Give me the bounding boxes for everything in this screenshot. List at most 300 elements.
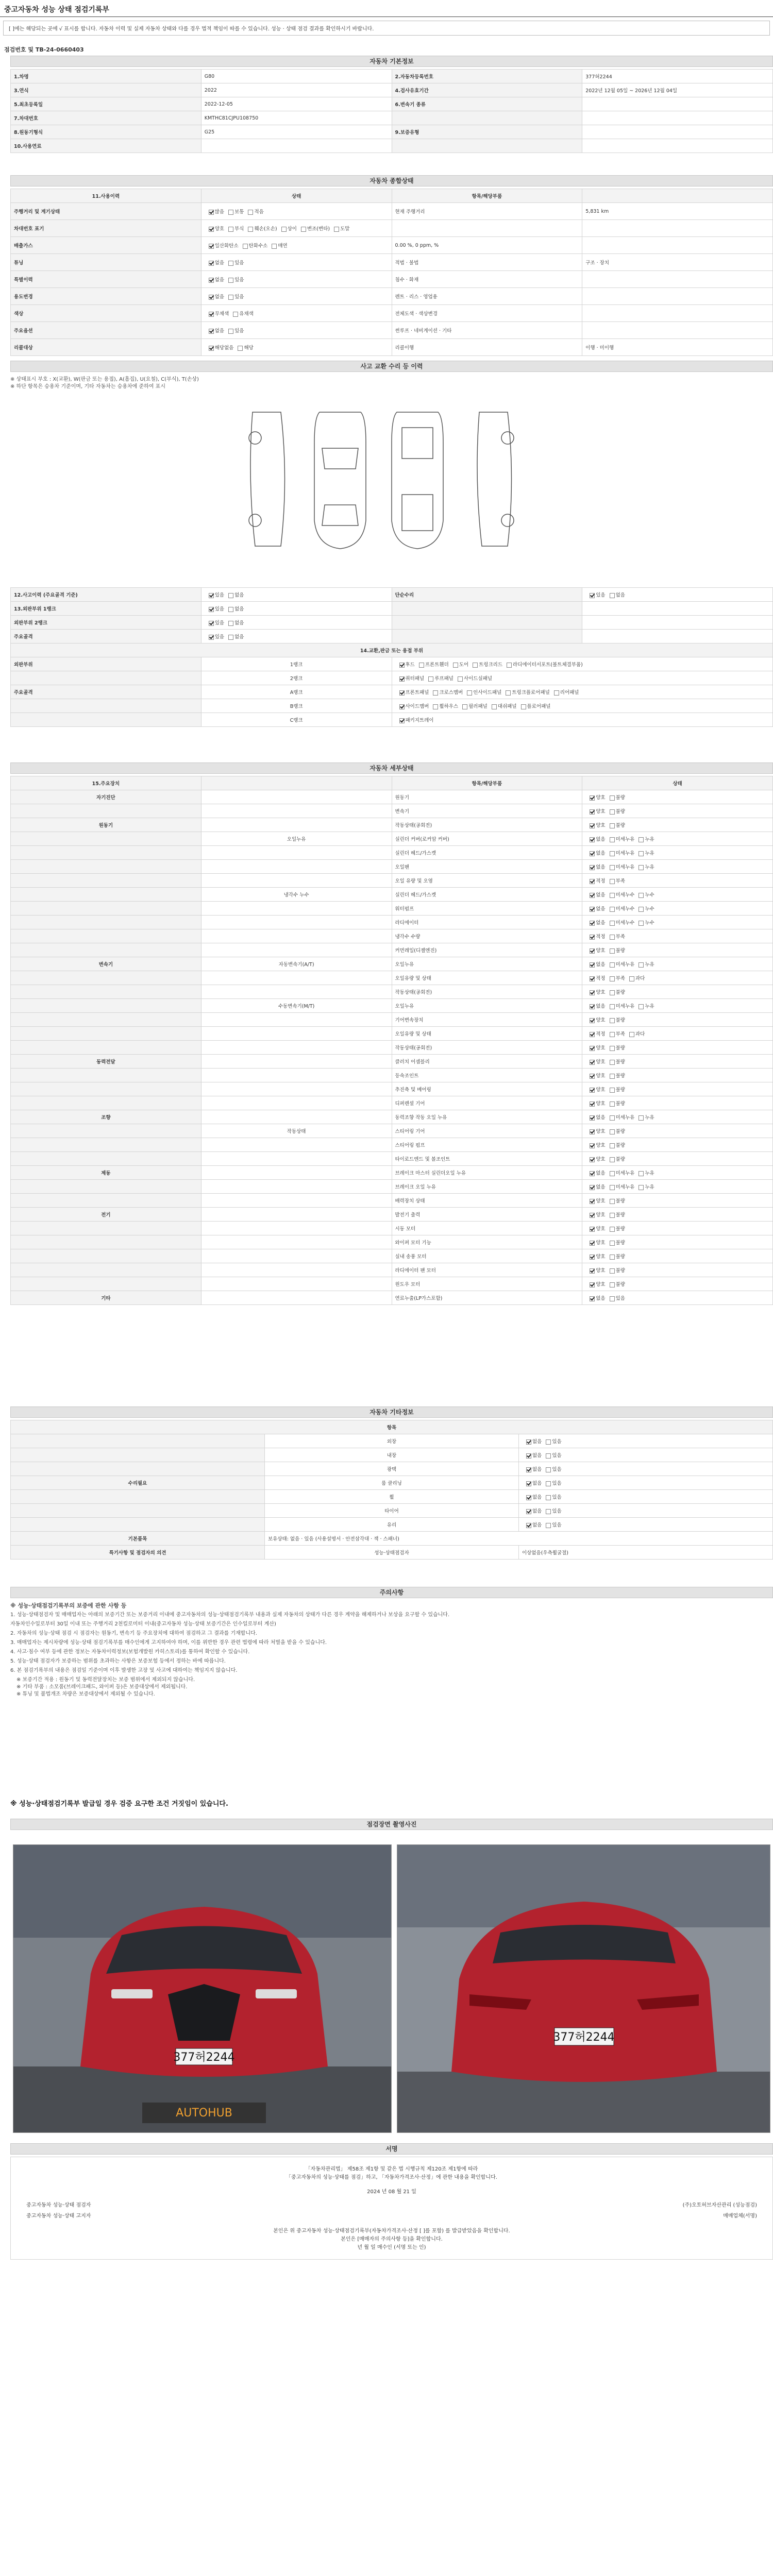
checkbox[interactable] xyxy=(209,295,214,300)
checkbox-label: 불량 xyxy=(615,1087,625,1093)
detail-part: 변속기 xyxy=(392,804,582,818)
overall-state xyxy=(201,288,392,305)
checkbox[interactable] xyxy=(610,962,615,968)
checkbox[interactable] xyxy=(590,1282,595,1287)
checkbox-label: 있음 xyxy=(552,1467,562,1472)
checkbox[interactable] xyxy=(610,593,615,598)
detail-state xyxy=(582,1277,773,1291)
checkbox[interactable] xyxy=(610,1046,615,1051)
checkbox[interactable] xyxy=(453,663,458,668)
checkbox-label: 패키지트레이 xyxy=(405,718,434,723)
checkbox[interactable] xyxy=(610,935,615,940)
checkbox[interactable] xyxy=(428,676,433,682)
other-group xyxy=(11,1448,265,1462)
detail-subgroup xyxy=(201,1166,392,1180)
detail-part: 오일누유 xyxy=(392,957,582,971)
detail-group xyxy=(11,832,201,846)
checkbox[interactable] xyxy=(590,809,595,815)
detail-group: 조향 xyxy=(11,1110,201,1124)
checkbox-label: 없음 xyxy=(596,851,606,856)
overall-row xyxy=(11,305,773,322)
sign-line-1: 「자동차관리법」 제58조 제1항 및 같은 법 시행규칙 제120조 제1항에 따라 xyxy=(305,2166,478,2172)
checkbox[interactable] xyxy=(590,1241,595,1246)
checkbox[interactable] xyxy=(610,1282,615,1287)
overall-state xyxy=(201,203,392,220)
checkbox[interactable] xyxy=(526,1481,531,1486)
checkbox[interactable] xyxy=(590,1268,595,1274)
checkbox[interactable] xyxy=(590,879,595,884)
checkbox[interactable] xyxy=(590,976,595,981)
checkbox[interactable] xyxy=(399,718,405,723)
checkbox[interactable] xyxy=(590,1004,595,1009)
checkbox[interactable] xyxy=(209,261,214,266)
checkbox-label: 양호 xyxy=(596,1101,606,1107)
checkbox[interactable] xyxy=(209,278,214,283)
checkbox[interactable] xyxy=(209,210,214,215)
checkbox[interactable] xyxy=(590,1088,595,1093)
checkbox[interactable] xyxy=(546,1467,551,1472)
checkbox[interactable] xyxy=(610,1032,615,1037)
detail-row xyxy=(11,804,773,818)
checkbox[interactable] xyxy=(590,1060,595,1065)
checkbox[interactable] xyxy=(590,823,595,828)
detail-part: 브레이크 오일 누유 xyxy=(392,1180,582,1194)
checkbox[interactable] xyxy=(248,210,253,215)
basic-value-2: 377허2244 xyxy=(582,70,773,83)
checkbox[interactable] xyxy=(610,1074,615,1079)
detail-group xyxy=(11,1096,201,1110)
checkbox[interactable] xyxy=(433,704,438,709)
checkbox[interactable] xyxy=(399,690,405,696)
checkbox[interactable] xyxy=(590,935,595,940)
checkbox[interactable] xyxy=(272,244,277,249)
detail-state xyxy=(582,1235,773,1249)
checkbox[interactable] xyxy=(554,690,559,696)
detail-state xyxy=(582,1194,773,1208)
checkbox-label: 없음 xyxy=(596,865,606,870)
detail-state xyxy=(582,1208,773,1222)
checkbox[interactable] xyxy=(590,1032,595,1037)
rank-row xyxy=(11,657,773,671)
detail-subgroup xyxy=(201,1263,392,1277)
checkbox[interactable] xyxy=(610,837,615,842)
detail-row xyxy=(11,957,773,971)
other-row xyxy=(11,1518,773,1532)
checkbox-label: 있음 xyxy=(214,606,225,612)
checkbox[interactable] xyxy=(526,1495,531,1500)
damage-state-2 xyxy=(582,602,773,616)
checkbox[interactable] xyxy=(228,210,233,215)
detail-row xyxy=(11,916,773,929)
checkbox-label: 누유 xyxy=(645,1171,654,1176)
caution-line: 2. 자동차의 성능·상태 점검 시 점검자는 원동기, 변속기 등 주요장치에 대하여 점검하고 그 결과를 기재합니다. xyxy=(10,1631,257,1636)
checkbox[interactable] xyxy=(610,1171,615,1176)
checkbox[interactable] xyxy=(610,948,615,954)
checkbox[interactable] xyxy=(526,1467,531,1472)
checkbox[interactable] xyxy=(228,261,233,266)
checkbox[interactable] xyxy=(610,879,615,884)
overall-state-table xyxy=(10,189,773,356)
checkbox[interactable] xyxy=(209,227,214,232)
checkbox-label: 적음 xyxy=(254,209,264,215)
checkbox[interactable] xyxy=(610,1227,615,1232)
checkbox[interactable] xyxy=(638,921,644,926)
checkbox[interactable] xyxy=(610,976,615,981)
checkbox[interactable] xyxy=(473,663,478,668)
checkbox[interactable] xyxy=(521,704,526,709)
checkbox[interactable] xyxy=(590,1018,595,1023)
checkbox[interactable] xyxy=(590,1185,595,1190)
rank-group xyxy=(11,671,201,685)
checkbox[interactable] xyxy=(610,809,615,815)
damage-state-2 xyxy=(582,630,773,643)
checkbox[interactable] xyxy=(228,329,233,334)
checkbox[interactable] xyxy=(629,1032,634,1037)
checkbox[interactable] xyxy=(610,907,615,912)
checkbox[interactable] xyxy=(233,312,238,317)
checkbox[interactable] xyxy=(638,1004,644,1009)
checkbox[interactable] xyxy=(590,1143,595,1148)
checkbox[interactable] xyxy=(638,1171,644,1176)
detail-row xyxy=(11,1027,773,1041)
checkbox[interactable] xyxy=(610,1129,615,1134)
checkbox[interactable] xyxy=(610,921,615,926)
detail-state xyxy=(582,818,773,832)
checkbox-label: 도어 xyxy=(459,662,469,668)
checkbox[interactable] xyxy=(506,690,511,696)
rear-plate-text: 377허2244 xyxy=(553,2031,615,2044)
checkbox[interactable] xyxy=(507,663,512,668)
checkbox[interactable] xyxy=(419,663,424,668)
checkbox[interactable] xyxy=(590,1074,595,1079)
detail-group xyxy=(11,1069,201,1082)
basic-label-2: 2.자동차등록번호 xyxy=(392,70,582,83)
checkbox[interactable] xyxy=(610,795,615,801)
checkbox[interactable] xyxy=(629,976,634,981)
checkbox[interactable] xyxy=(248,227,253,232)
checkbox[interactable] xyxy=(610,1157,615,1162)
rank-group xyxy=(11,699,201,713)
checkbox-label: 불량 xyxy=(615,1282,625,1287)
checkbox[interactable] xyxy=(228,278,233,283)
checkbox[interactable] xyxy=(546,1453,551,1459)
basic-items-row xyxy=(11,1532,773,1546)
rank-parts xyxy=(392,685,773,699)
detail-subgroup xyxy=(201,1235,392,1249)
detail-subgroup xyxy=(201,1110,392,1124)
checkbox[interactable] xyxy=(526,1453,531,1459)
checkbox[interactable] xyxy=(228,607,233,612)
checkbox[interactable] xyxy=(546,1481,551,1486)
detail-state xyxy=(582,1041,773,1055)
checkbox-label: 누유 xyxy=(645,962,654,968)
damage-state-2 xyxy=(582,616,773,630)
detail-group xyxy=(11,1082,201,1096)
checkbox-label: 미세누수 xyxy=(615,920,635,926)
checkbox[interactable] xyxy=(209,621,214,626)
checkbox[interactable] xyxy=(610,823,615,828)
checkbox[interactable] xyxy=(610,1241,615,1246)
checkbox-label: 양호 xyxy=(596,1073,606,1079)
checkbox-label: 불량 xyxy=(615,1157,625,1162)
checkbox[interactable] xyxy=(238,346,243,351)
checkbox[interactable] xyxy=(638,837,644,842)
detail-row xyxy=(11,1194,773,1208)
detail-part: 오일 유량 및 오염 xyxy=(392,874,582,888)
checkbox[interactable] xyxy=(610,1185,615,1190)
checkbox[interactable] xyxy=(467,690,472,696)
checkbox-label: 있음 xyxy=(552,1509,562,1514)
checkbox[interactable] xyxy=(638,1185,644,1190)
page-title: 중고자동차 성능 상태 점검기록부 xyxy=(4,6,109,14)
checkbox[interactable] xyxy=(546,1439,551,1445)
other-row xyxy=(11,1490,773,1504)
basic-value: KMTHC81CJPU108750 xyxy=(201,111,392,125)
checkbox[interactable] xyxy=(228,227,233,232)
detail-row xyxy=(11,1277,773,1291)
checkbox[interactable] xyxy=(610,1213,615,1218)
detail-header: 상태 xyxy=(582,776,773,790)
checkbox[interactable] xyxy=(610,865,615,870)
detail-state xyxy=(582,957,773,971)
checkbox[interactable] xyxy=(590,990,595,995)
checkbox[interactable] xyxy=(243,244,248,249)
checkbox[interactable] xyxy=(590,1199,595,1204)
checkbox[interactable] xyxy=(433,690,438,696)
checkbox-label: 없음 xyxy=(214,294,225,300)
checkbox[interactable] xyxy=(638,962,644,968)
detail-group xyxy=(11,1027,201,1041)
detail-state xyxy=(582,1027,773,1041)
checkbox[interactable] xyxy=(526,1523,531,1528)
detail-part: 등속조인트 xyxy=(392,1069,582,1082)
checkbox[interactable] xyxy=(590,1227,595,1232)
detail-row xyxy=(11,1208,773,1222)
checkbox[interactable] xyxy=(610,893,615,898)
checkbox[interactable] xyxy=(399,704,405,709)
checkbox[interactable] xyxy=(590,1296,595,1301)
checkbox[interactable] xyxy=(301,227,306,232)
checkbox-label: 양호 xyxy=(596,795,606,801)
checkbox-label: 양호 xyxy=(596,1157,606,1162)
checkbox-label: 양호 xyxy=(596,1045,606,1051)
checkbox[interactable] xyxy=(590,851,595,856)
checkbox[interactable] xyxy=(526,1439,531,1445)
checkbox[interactable] xyxy=(610,1268,615,1274)
checkbox-label: 있음 xyxy=(214,634,225,640)
checkbox[interactable] xyxy=(228,621,233,626)
detail-state xyxy=(582,1249,773,1263)
checkbox[interactable] xyxy=(590,962,595,968)
damage-label: 주요골격 xyxy=(11,630,201,643)
checkbox[interactable] xyxy=(209,312,214,317)
checkbox-label: 매연 xyxy=(278,243,288,249)
checkbox-label: 있음 xyxy=(234,328,244,334)
checkbox[interactable] xyxy=(526,1509,531,1514)
basic-label-2: 4.검사유효기간 xyxy=(392,83,582,97)
detail-subgroup xyxy=(201,790,392,804)
checkbox[interactable] xyxy=(546,1495,551,1500)
checkbox[interactable] xyxy=(610,1296,615,1301)
checkbox-label: 있음 xyxy=(596,592,606,598)
section-damage-history: 사고 교환 수리 등 이력 xyxy=(10,361,773,372)
checkbox[interactable] xyxy=(209,593,214,598)
checkbox[interactable] xyxy=(610,990,615,995)
detail-part: 브레이크 마스터 실린더오일 누유 xyxy=(392,1166,582,1180)
checkbox[interactable] xyxy=(399,676,405,682)
detail-group xyxy=(11,1041,201,1055)
checkbox-label: 없음 xyxy=(596,906,606,912)
registration-number xyxy=(4,45,84,54)
detail-subgroup: 작동상태 xyxy=(201,1124,392,1138)
checkbox[interactable] xyxy=(590,1129,595,1134)
other-info-table xyxy=(10,1420,773,1560)
checkbox-label: 없음 xyxy=(596,1115,606,1121)
detail-subgroup xyxy=(201,971,392,985)
checkbox[interactable] xyxy=(610,1143,615,1148)
checkbox[interactable] xyxy=(610,1199,615,1204)
checkbox[interactable] xyxy=(590,1046,595,1051)
detail-group xyxy=(11,1013,201,1027)
checkbox-label: 없음 xyxy=(532,1495,542,1500)
checkbox-label: 변조(변타) xyxy=(307,226,330,232)
checkbox[interactable] xyxy=(590,795,595,801)
other-state xyxy=(519,1490,773,1504)
basic-value xyxy=(201,139,392,153)
reg-value: TB-24-0660403 xyxy=(35,46,84,53)
checkbox-label: 사이드멤버 xyxy=(405,704,429,709)
checkbox[interactable] xyxy=(209,607,214,612)
detail-header: 항목/해당부품 xyxy=(392,776,582,790)
checkbox[interactable] xyxy=(334,227,339,232)
checkbox[interactable] xyxy=(638,893,644,898)
detail-subgroup xyxy=(201,943,392,957)
checkbox-label: 양호 xyxy=(596,1282,606,1287)
overall-part: 현재 주행거리 xyxy=(392,203,582,220)
checkbox[interactable] xyxy=(228,635,233,640)
notice-box: [ ]에는 해당되는 곳에 √ 표시를 합니다. 자동차 이력 및 실제 자동차 상태와 다를 경우 법적 책임이 따를 수 있습니다. 성능 · 상태 점검 결과를 확인하시기 바랍니다. xyxy=(3,21,770,36)
checkbox-label: 불량 xyxy=(615,795,625,801)
checkbox[interactable] xyxy=(610,1018,615,1023)
damage-label-2 xyxy=(392,630,582,643)
checkbox[interactable] xyxy=(610,1255,615,1260)
overall-header: 11.사용이력 xyxy=(11,189,201,203)
detail-row xyxy=(11,971,773,985)
checkbox-label: 불량 xyxy=(615,1018,625,1023)
checkbox[interactable] xyxy=(399,663,405,668)
checkbox[interactable] xyxy=(610,1088,615,1093)
checkbox[interactable] xyxy=(590,907,595,912)
rank-group: 주요골격 xyxy=(11,685,201,699)
checkbox[interactable] xyxy=(209,329,214,334)
detail-part: 타이로드엔드 및 볼조인트 xyxy=(392,1152,582,1166)
detail-state xyxy=(582,985,773,999)
checkbox[interactable] xyxy=(462,704,467,709)
checkbox-label: 부족 xyxy=(615,878,625,884)
checkbox[interactable] xyxy=(209,346,214,351)
basic-value: 2022 xyxy=(201,83,392,97)
checkbox[interactable] xyxy=(590,865,595,870)
checkbox[interactable] xyxy=(590,948,595,954)
detail-subgroup: 자동변속기(A/T) xyxy=(201,957,392,971)
checkbox[interactable] xyxy=(590,593,595,598)
detail-part: 시동 모터 xyxy=(392,1222,582,1235)
checkbox[interactable] xyxy=(590,1115,595,1121)
checkbox[interactable] xyxy=(546,1523,551,1528)
checkbox[interactable] xyxy=(638,907,644,912)
checkbox[interactable] xyxy=(610,1115,615,1121)
detail-group xyxy=(11,860,201,874)
checkbox[interactable] xyxy=(590,1157,595,1162)
checkbox[interactable] xyxy=(209,635,214,640)
overall-value: 구조 · 장치 xyxy=(582,254,773,271)
checkbox[interactable] xyxy=(228,295,233,300)
checkbox[interactable] xyxy=(590,1213,595,1218)
detail-subgroup xyxy=(201,874,392,888)
checkbox-label: 미세누유 xyxy=(615,851,635,856)
checkbox-label: 없음 xyxy=(214,277,225,283)
checkbox-label: 크로스멤버 xyxy=(439,690,463,696)
checkbox[interactable] xyxy=(590,837,595,842)
checkbox[interactable] xyxy=(281,227,287,232)
checkbox-label: 누유 xyxy=(645,1115,654,1121)
overall-header-row xyxy=(11,189,773,203)
checkbox[interactable] xyxy=(492,704,497,709)
other-item: 휠 xyxy=(265,1490,519,1504)
detail-subgroup xyxy=(201,1138,392,1152)
detail-state xyxy=(582,971,773,985)
checkbox[interactable] xyxy=(458,676,463,682)
detail-group: 변속기 xyxy=(11,957,201,971)
checkbox[interactable] xyxy=(590,1255,595,1260)
checkbox-label: 양호 xyxy=(214,226,225,232)
basic-row xyxy=(11,70,773,83)
checkbox-label: 적정 xyxy=(596,878,606,884)
detail-group xyxy=(11,1235,201,1249)
checkbox-label: 미세누수 xyxy=(615,906,635,912)
checkbox-label: 루프패널 xyxy=(434,676,453,682)
section-detail-state: 자동차 세부상태 xyxy=(10,762,773,774)
detail-row xyxy=(11,874,773,888)
checkbox[interactable] xyxy=(610,1060,615,1065)
detail-state xyxy=(582,874,773,888)
detail-group xyxy=(11,985,201,999)
checkbox[interactable] xyxy=(228,593,233,598)
checkbox[interactable] xyxy=(590,1171,595,1176)
checkbox-label: 훼손(오손) xyxy=(254,226,277,232)
checkbox[interactable] xyxy=(590,893,595,898)
detail-subgroup xyxy=(201,1069,392,1082)
detail-subgroup xyxy=(201,860,392,874)
checkbox[interactable] xyxy=(610,1004,615,1009)
checkbox[interactable] xyxy=(209,244,214,249)
detail-row xyxy=(11,846,773,860)
checkbox[interactable] xyxy=(546,1509,551,1514)
detail-state xyxy=(582,1069,773,1082)
checkbox[interactable] xyxy=(638,851,644,856)
checkbox[interactable] xyxy=(590,1101,595,1107)
checkbox-label: 없음 xyxy=(214,260,225,266)
checkbox[interactable] xyxy=(638,865,644,870)
detail-row xyxy=(11,1263,773,1277)
checkbox[interactable] xyxy=(590,921,595,926)
detail-group xyxy=(11,1124,201,1138)
detail-row xyxy=(11,1152,773,1166)
checkbox[interactable] xyxy=(638,1115,644,1121)
checkbox[interactable] xyxy=(610,1101,615,1107)
checkbox[interactable] xyxy=(610,851,615,856)
checkbox-label: 있음 xyxy=(552,1522,562,1528)
